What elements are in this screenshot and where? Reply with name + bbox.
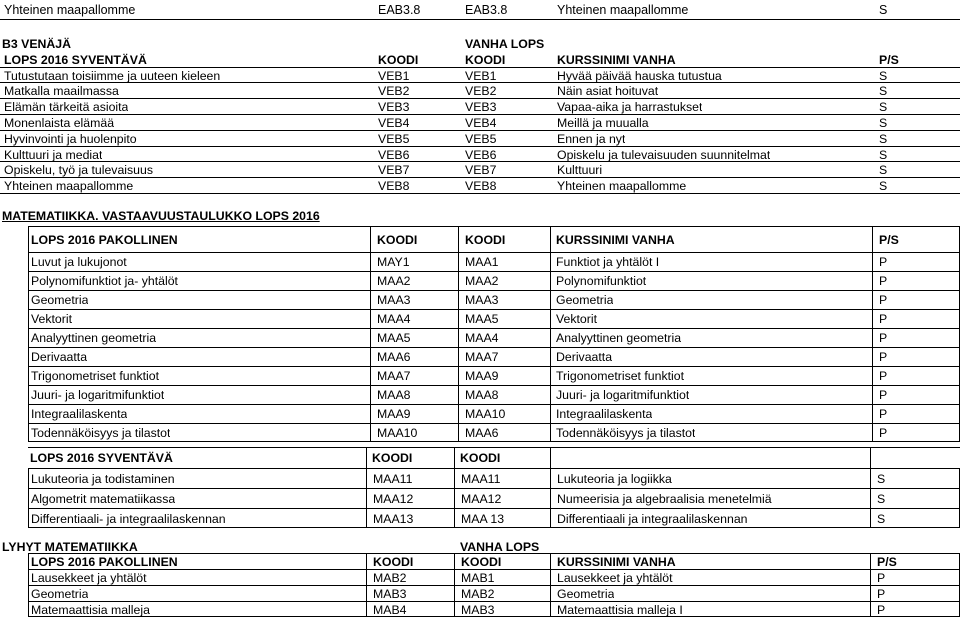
course-name: Differentiaali- ja integraalilaskennan [31, 512, 226, 526]
course-name: Trigonometriset funktiot [31, 369, 160, 383]
table-row [0, 147, 960, 163]
table-row [0, 0, 960, 20]
course-name: Lausekkeet ja yhtälöt [31, 571, 147, 585]
old-course-name: Juuri- ja logaritmifunktiot [556, 388, 690, 402]
code-new: VEB6 [378, 147, 410, 162]
course-name: Matemaattisia malleja [31, 603, 150, 617]
code-new: MAA9 [377, 407, 411, 421]
column-divider [550, 226, 551, 442]
header-course: LOPS 2016 SYVENTÄVÄ [4, 52, 147, 67]
table-row [28, 271, 960, 290]
column-divider [370, 226, 371, 442]
ps-value: S [877, 512, 886, 526]
section-title: B3 VENÄJÄ [2, 37, 72, 51]
table-row [28, 385, 960, 404]
table-row [0, 178, 960, 194]
old-course-name: Meillä ja muualla [557, 115, 649, 130]
course-name: Tutustutaan toisiimme ja uuteen kieleen [4, 68, 221, 83]
table-row [28, 328, 960, 347]
ps-value: P [877, 571, 886, 585]
table-row [0, 162, 960, 178]
code-new: MAY1 [377, 255, 410, 269]
code-new: MAA7 [377, 369, 411, 383]
header-code: KOODI [373, 555, 414, 569]
old-course-name: Yhteinen maapallomme [557, 179, 687, 194]
course-name: Monenlaista elämää [4, 115, 115, 130]
code-old: MAA4 [465, 331, 499, 345]
code-old: VEB2 [465, 84, 497, 99]
code-old: MAA10 [465, 407, 506, 421]
code-old: MAA5 [465, 312, 499, 326]
old-course-name: Lausekkeet ja yhtälöt [557, 571, 673, 585]
header-code: KOODI [378, 52, 419, 67]
old-course-name: Trigonometriset funktiot [556, 369, 685, 383]
ps-value: P [879, 293, 888, 307]
table-row [28, 347, 960, 366]
code-new: MAA8 [377, 388, 411, 402]
ps-value: S [879, 163, 888, 178]
code-new: MAA2 [377, 274, 411, 288]
ps-value: S [879, 131, 888, 146]
code-new: MAA13 [373, 512, 414, 526]
column-divider [870, 447, 871, 528]
course-name: Yhteinen maapallomme [4, 3, 136, 17]
header-old-name: KURSSINIMI VANHA [557, 52, 676, 67]
code-new: VEB5 [378, 131, 410, 146]
ps-value: S [879, 3, 888, 17]
column-divider [550, 447, 551, 528]
code-old: MAA7 [465, 350, 499, 364]
code-old: MAA8 [465, 388, 499, 402]
ps-value: S [879, 68, 888, 83]
code-old: MAB3 [461, 603, 495, 617]
table-header [28, 447, 960, 468]
code-new: VEB8 [378, 179, 410, 194]
old-course-name: Geometria [557, 587, 615, 601]
column-divider [458, 226, 459, 442]
code-new: VEB1 [378, 68, 410, 83]
course-name: Juuri- ja logaritmifunktiot [31, 388, 165, 402]
ps-value: S [879, 179, 888, 194]
code-new: VEB7 [378, 163, 410, 178]
header-code: KOODI [372, 451, 413, 465]
table-row [0, 83, 960, 99]
ps-value: P [877, 603, 886, 617]
column-divider [872, 226, 873, 442]
old-course-name: Numeerisia ja algebraalisia menetelmiä [557, 492, 772, 506]
code-old: MAA9 [465, 369, 499, 383]
top-fragment [0, 0, 960, 20]
code-old: MAB2 [461, 587, 495, 601]
header-code-old: KOODI [460, 451, 501, 465]
table-row [0, 99, 960, 115]
old-course-name: Matemaattisia malleja I [557, 603, 683, 617]
header-code: KOODI [377, 233, 418, 247]
old-course-name: Opiskelu ja tulevaisuuden suunnitelmat [557, 147, 771, 162]
old-course-name: Yhteinen maapallomme [557, 3, 689, 17]
ps-value: P [879, 407, 888, 421]
code-old: MAA2 [465, 274, 499, 288]
header-ps: P/S [879, 52, 899, 67]
old-course-name: Derivaatta [556, 350, 613, 364]
old-course-name: Geometria [556, 293, 614, 307]
mab-old-lops-label: VANHA LOPS [460, 540, 540, 554]
old-course-name: Näin asiat hoituvat [557, 84, 659, 99]
code-new: MAA4 [377, 312, 411, 326]
table-row [28, 508, 960, 528]
ps-value: S [879, 84, 888, 99]
code-new: MAA6 [377, 350, 411, 364]
code-old: VEB3 [465, 100, 497, 115]
old-course-name: Ennen ja nyt [557, 131, 626, 146]
old-course-name: Analyyttinen geometria [556, 331, 682, 345]
code-new: MAA11 [373, 472, 413, 486]
table-row [0, 68, 960, 84]
table-row [28, 423, 960, 442]
maa-compulsory-table [28, 226, 960, 442]
ps-value: P [879, 350, 888, 364]
course-name: Todennäköisyys ja tilastot [31, 426, 171, 440]
column-divider [366, 447, 367, 528]
ps-value: S [879, 100, 888, 115]
header-course: LOPS 2016 PAKOLLINEN [31, 233, 178, 247]
table-row [28, 404, 960, 423]
old-course-name: Funktiot ja yhtälöt I [556, 255, 660, 269]
old-course-name: Kulttuuri [557, 163, 603, 178]
course-name: Matkalla maailmassa [4, 84, 119, 99]
code-old: EAB3.8 [465, 3, 508, 17]
table-row [0, 115, 960, 131]
course-name: Geometria [31, 587, 89, 601]
table-row [28, 309, 960, 328]
mab-title: LYHYT MATEMATIIKKA [2, 540, 138, 554]
table-row [28, 569, 960, 585]
code-new: VEB2 [378, 84, 410, 99]
ps-value: S [879, 115, 888, 130]
old-course-name: Hyvää päivää hauska tutustua [557, 68, 722, 83]
code-new: MAA10 [377, 426, 418, 440]
header-ps: P/S [879, 233, 899, 247]
course-name: Integraalilaskenta [31, 407, 128, 421]
table-header [0, 52, 960, 68]
code-old: VEB7 [465, 163, 497, 178]
code-new: MAA12 [373, 492, 414, 506]
b3-section [0, 36, 960, 194]
table-row [28, 585, 960, 601]
table-row [28, 252, 960, 271]
ps-value: P [879, 274, 888, 288]
code-new: MAB4 [373, 603, 407, 617]
code-old: VEB8 [465, 179, 497, 194]
column-divider [454, 447, 455, 528]
course-name: Vektorit [31, 312, 73, 326]
code-new: MAB3 [373, 587, 407, 601]
table-row [28, 488, 960, 508]
table-row [28, 468, 960, 488]
code-new: MAB2 [373, 571, 407, 585]
table-row [0, 131, 960, 147]
table-row [28, 290, 960, 309]
course-name: Luvut ja lukujonot [31, 255, 127, 269]
course-name: Yhteinen maapallomme [4, 179, 134, 194]
course-name: Opiskelu, työ ja tulevaisuus [4, 163, 154, 178]
section-title-row [0, 36, 960, 52]
code-old: VEB4 [465, 115, 497, 130]
column-divider [550, 553, 551, 617]
code-old: MAA11 [461, 472, 501, 486]
code-new: VEB3 [378, 100, 410, 115]
table-header [28, 553, 960, 569]
code-new: MAA3 [377, 293, 411, 307]
old-course-name: Lukuteoria ja logiikka [557, 472, 672, 486]
code-old: MAA3 [465, 293, 499, 307]
course-name: Analyyttinen geometria [31, 331, 157, 345]
course-name: Hyvinvointi ja huolenpito [4, 131, 137, 146]
column-divider [366, 553, 367, 617]
old-course-name: Vapaa-aika ja harrastukset [557, 100, 703, 115]
ps-value: S [879, 147, 888, 162]
math-title: MATEMATIIKKA. VASTAAVUUSTAULUKKO LOPS 2016 [2, 209, 320, 223]
code-old: VEB5 [465, 131, 497, 146]
code-new: EAB3.8 [378, 3, 421, 17]
table-row [28, 601, 960, 617]
ps-value: P [879, 255, 888, 269]
mab-table [28, 553, 960, 617]
header-code-old: KOODI [465, 52, 506, 67]
code-old: MAA1 [465, 255, 499, 269]
header-code-old: KOODI [461, 555, 502, 569]
header-ps: P/S [877, 555, 897, 569]
ps-value: P [879, 369, 888, 383]
course-name: Kulttuuri ja mediat [4, 147, 103, 162]
course-name: Elämän tärkeitä asioita [4, 100, 129, 115]
old-course-name: Differentiaali ja integraalilaskennan [557, 512, 748, 526]
header-code-old: KOODI [465, 233, 506, 247]
course-name: Algometrit matematiikassa [31, 492, 176, 506]
ps-value: P [879, 312, 888, 326]
table-header [28, 226, 960, 252]
ps-value: S [877, 472, 886, 486]
header-old-name: KURSSINIMI VANHA [557, 555, 676, 569]
ps-value: P [877, 587, 886, 601]
course-name: Polynomifunktiot ja- yhtälöt [31, 274, 178, 288]
old-lops-label: VANHA LOPS [465, 37, 545, 51]
code-old: MAB1 [461, 571, 495, 585]
code-old: MAA12 [461, 492, 502, 506]
old-course-name: Polynomifunktiot [556, 274, 647, 288]
code-old: MAA 13 [461, 512, 505, 526]
old-course-name: Vektorit [556, 312, 598, 326]
old-course-name: Todennäköisyys ja tilastot [556, 426, 696, 440]
ps-value: S [877, 492, 886, 506]
ps-value: P [879, 426, 888, 440]
code-new: VEB4 [378, 115, 410, 130]
ps-value: P [879, 331, 888, 345]
header-course: LOPS 2016 SYVENTÄVÄ [30, 451, 173, 465]
header-old-name: KURSSINIMI VANHA [556, 233, 675, 247]
course-name: Lukuteoria ja todistaminen [31, 472, 175, 486]
table-row [28, 366, 960, 385]
code-old: MAA6 [465, 426, 499, 440]
ps-value: P [879, 388, 888, 402]
header-course: LOPS 2016 PAKOLLINEN [31, 555, 178, 569]
code-old: VEB1 [465, 68, 497, 83]
maa-advanced-table [28, 447, 960, 528]
column-divider [454, 553, 455, 617]
course-name: Geometria [31, 293, 89, 307]
column-divider [870, 553, 871, 617]
code-new: MAA5 [377, 331, 411, 345]
course-name: Derivaatta [31, 350, 88, 364]
code-old: VEB6 [465, 147, 497, 162]
old-course-name: Integraalilaskenta [556, 407, 653, 421]
